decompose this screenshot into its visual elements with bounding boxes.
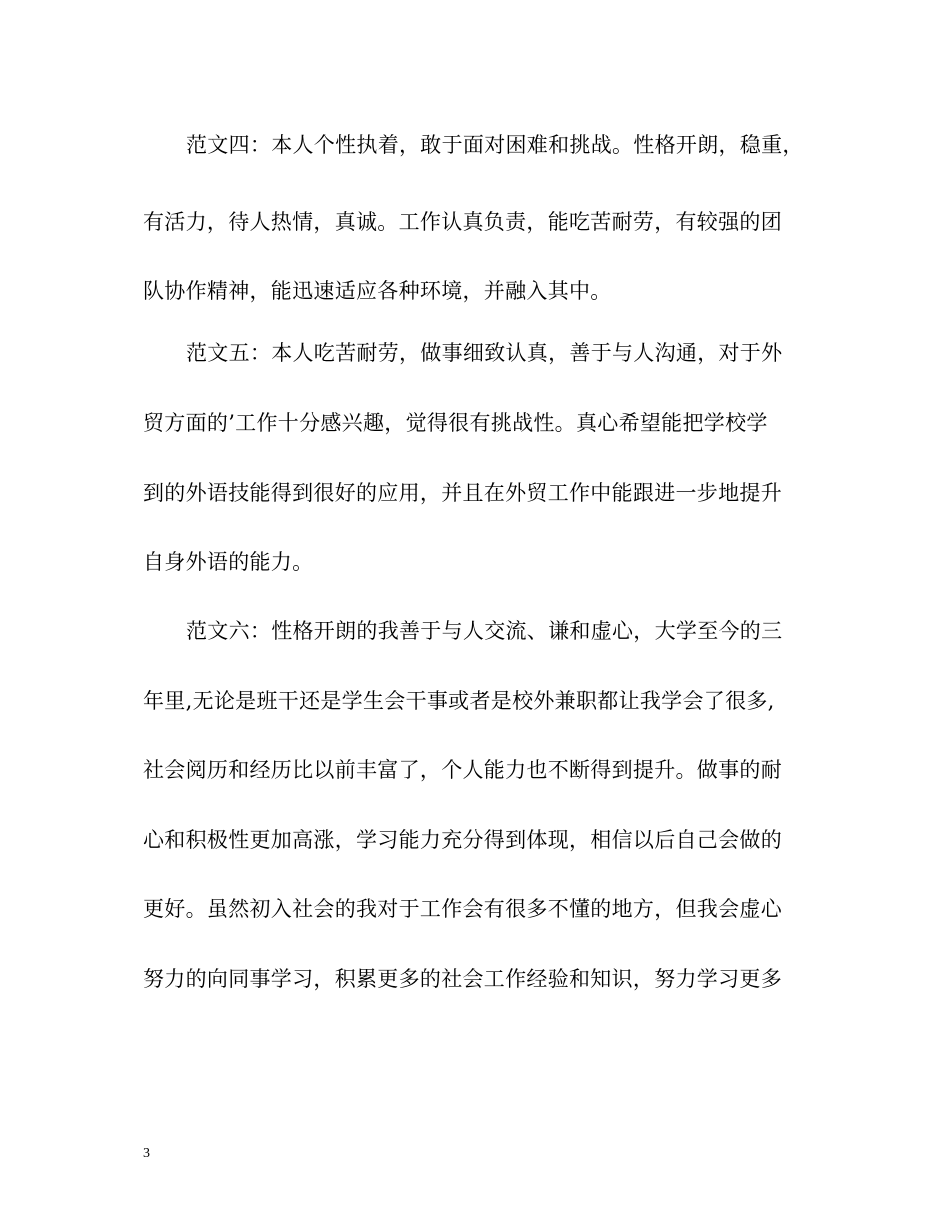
paragraph-line: 范文四：本人个性执着，敢于面对困难和挑战。性格开朗，稳重，	[186, 133, 804, 157]
paragraph-line: 努力的向同事学习，积累更多的社会工作经验和知识，努力学习更多	[143, 967, 782, 991]
paragraph-line: 到的外语技能得到很好的应用，并且在外贸工作中能跟进一步地提升	[143, 481, 782, 505]
paragraph-line: 心和积极性更加高涨，学习能力充分得到体现，相信以后自己会做的	[143, 828, 782, 852]
paragraph-line: 自身外语的能力。	[143, 550, 314, 574]
paragraph-line: 队协作精神，能迅速适应各种环境，并融入其中。	[143, 279, 612, 303]
paragraph-line: 社会阅历和经历比以前丰富了，个人能力也不断得到提升。做事的耐	[143, 758, 782, 782]
paragraph-line: 范文六：性格开朗的我善于与人交流、谦和虚心，大学至今的三	[186, 619, 783, 643]
paragraph-line: 范文五：本人吃苦耐劳，做事细致认真，善于与人沟通，对于外	[186, 341, 783, 365]
paragraph-line: 更好。虽然初入社会的我对于工作会有很多不懂的地方，但我会虚心	[143, 897, 782, 921]
paragraph-line: 贸方面的’工作十分感兴趣，觉得很有挑战性。真心希望能把学校学	[143, 411, 768, 435]
paragraph-line: 年里,无论是班干还是学生会干事或者是校外兼职都让我学会了很多,	[143, 689, 775, 713]
page-number: 3	[143, 1146, 150, 1161]
paragraph-line: 有活力，待人热情，真诚。工作认真负责，能吃苦耐劳，有较强的团	[143, 210, 782, 234]
